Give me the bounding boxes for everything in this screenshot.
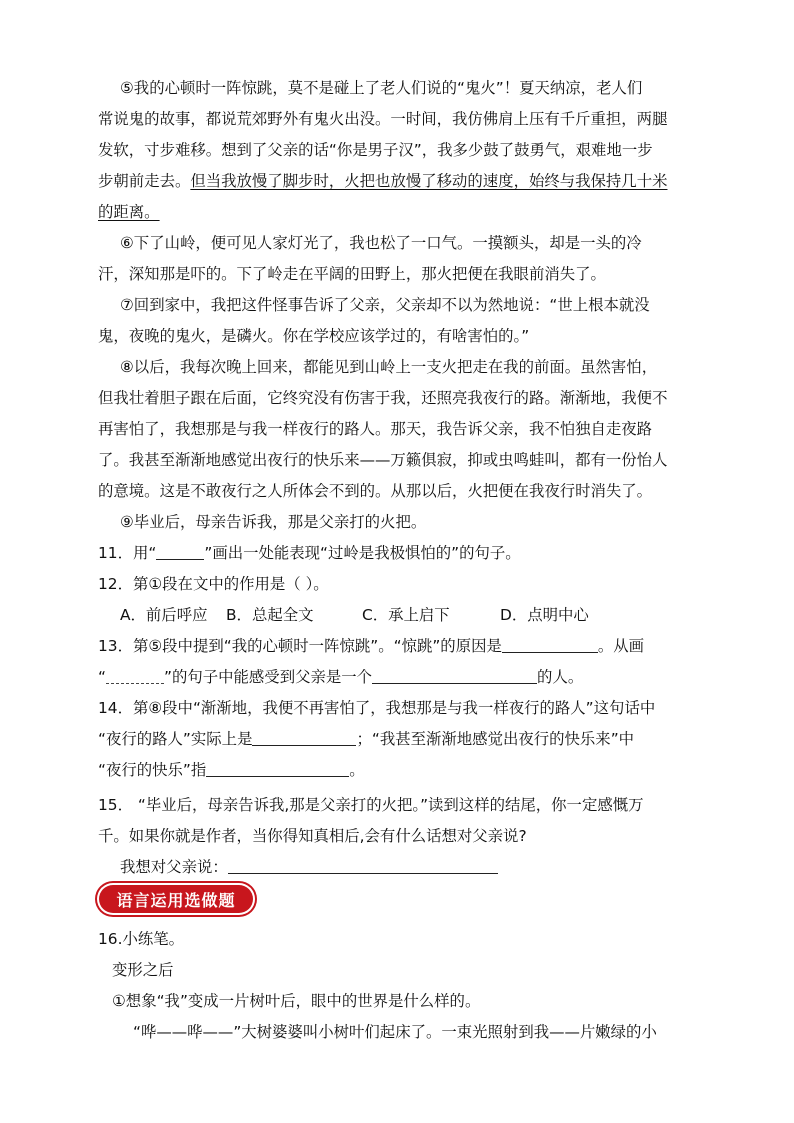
p5-line-4-text: 步朝前走去。	[98, 172, 191, 190]
q13-text-a: 13．第⑤段中提到“我的心顿时一阵惊跳”。“惊跳”的原因是	[98, 637, 502, 655]
q14-text-c: ；“我甚至渐渐地感觉出夜行的快乐来”中	[356, 730, 635, 748]
p8-line-4: 了。我甚至渐渐地感觉出夜行的快乐来——万籁俱寂，抑或虫鸣蛙叫，都有一份怡人	[98, 451, 668, 469]
q14-text-b: “夜行的路人”实际上是	[98, 730, 253, 748]
q13-answer-blank-2[interactable]	[372, 668, 537, 684]
q11-text-a: 11．用“	[98, 544, 157, 562]
p5-line-5: 的距离。	[98, 203, 160, 221]
p8-line-2: 但我壮着胆子跟在后面，它终究没有伤害于我，还照亮我夜行的路。渐渐地，我便不	[98, 389, 668, 407]
p6-line-1: ⑥下了山岭，便可见人家灯光了，我也松了一口气。一摸额头，却是一头的冷	[120, 234, 642, 252]
q13-text-c: “	[98, 668, 106, 686]
q16-sample-text: “哗——哗——”大树婆婆叫小树叶们起床了。一束光照射到我——片嫩绿的小	[133, 1023, 657, 1041]
q14-answer-blank-1[interactable]	[252, 730, 356, 746]
q13-dashed-mark	[106, 668, 164, 684]
p6-line-2: 汗，深知那是吓的。下了岭走在平阔的田野上，那火把便在我眼前消失了。	[98, 265, 606, 283]
q12-option-b[interactable]: B．总起全文	[226, 606, 314, 624]
section-banner	[99, 885, 253, 913]
q13-answer-blank-1[interactable]	[502, 637, 598, 653]
question-13-line-2	[98, 667, 583, 687]
q16-topic: 变形之后	[112, 961, 174, 979]
p8-line-3: 再害怕了，我想那是与我一样夜行的路人。那天，我告诉父亲，我不怕独自走夜路	[98, 420, 653, 438]
q14-answer-blank-2[interactable]	[206, 761, 349, 777]
q15-answer-blank[interactable]	[228, 858, 498, 874]
question-14-line-3	[98, 760, 365, 780]
question-16: 16.小练笔。	[98, 930, 185, 948]
question-14-line-2	[98, 729, 634, 749]
q15-text-c: 我想对父亲说：	[120, 858, 228, 876]
p8-line-1: ⑧以后，我每次晚上回来，都能见到山岭上一支火把走在我的前面。虽然害怕，	[120, 358, 658, 376]
q16-prompt: ①想象“我”变成一片树叶后，眼中的世界是什么样的。	[112, 992, 481, 1010]
p7-line-1: ⑦回到家中，我把这件怪事告诉了父亲，父亲却不以为然地说：“世上根本就没	[120, 296, 650, 314]
q11-underline-sample	[156, 544, 204, 560]
q12-option-a[interactable]: A．前后呼应	[120, 606, 208, 624]
underlined-sentence: 但当我放慢了脚步时，火把也放慢了移动的速度，始终与我保持几十米	[190, 172, 668, 190]
p5-line-2: 常说鬼的故事，都说荒郊野外有鬼火出没。一时间，我仿佛肩上压有千斤重担，两腿	[98, 110, 668, 128]
p5-line-3: 发软，寸步难移。想到了父亲的话“你是男子汉”，我多少鼓了鼓勇气，艰难地一步	[98, 141, 653, 159]
q12-option-c[interactable]: C．承上启下	[362, 606, 450, 624]
question-12: 12．第①段在文中的作用是（ ）。	[98, 575, 329, 593]
p7-line-2: 鬼，夜晚的鬼火，是磷火。你在学校应该学过的，有啥害怕的。”	[98, 327, 530, 345]
q13-text-e: 的人。	[537, 668, 584, 686]
question-14-line-1: 14．第⑧段中“渐渐地，我便不再害怕了，我想那是与我一样夜行的路人”这句话中	[98, 699, 656, 717]
p9-line-1: ⑨毕业后，母亲告诉我，那是父亲打的火把。	[120, 513, 427, 531]
q14-text-e: 。	[349, 761, 365, 779]
q12-options	[120, 605, 589, 625]
p5-line-4	[98, 171, 667, 191]
question-15-line-3	[120, 857, 498, 877]
question-15-line-1: 15． “毕业后，母亲告诉我,那是父亲打的火把。”读到这样的结尾，你一定感慨万	[98, 796, 644, 814]
q13-text-d: ”的句子中能感受到父亲是一个	[163, 668, 373, 686]
question-13-line-1	[98, 636, 644, 656]
q11-text-b: ”画出一处能表现“过岭是我极惧怕的”的句子。	[204, 544, 521, 562]
section-title: 语言运用选做题	[116, 891, 236, 910]
p5-line-1: ⑤我的心顿时一阵惊跳，莫不是碰上了老人们说的“鬼火”！夏天纳凉，老人们	[120, 79, 643, 97]
q13-text-b: 。从画	[597, 637, 645, 655]
question-11	[98, 543, 521, 563]
q12-option-d[interactable]: D．点明中心	[500, 606, 589, 624]
q14-text-d: “夜行的快乐”指	[98, 761, 207, 779]
p8-line-5: 的意境。这是不敢夜行之人所体会不到的。从那以后，火把便在我夜行时消失了。	[98, 482, 653, 500]
question-15-line-2: 千。如果你就是作者，当你得知真相后,会有什么话想对父亲说?	[98, 827, 527, 845]
